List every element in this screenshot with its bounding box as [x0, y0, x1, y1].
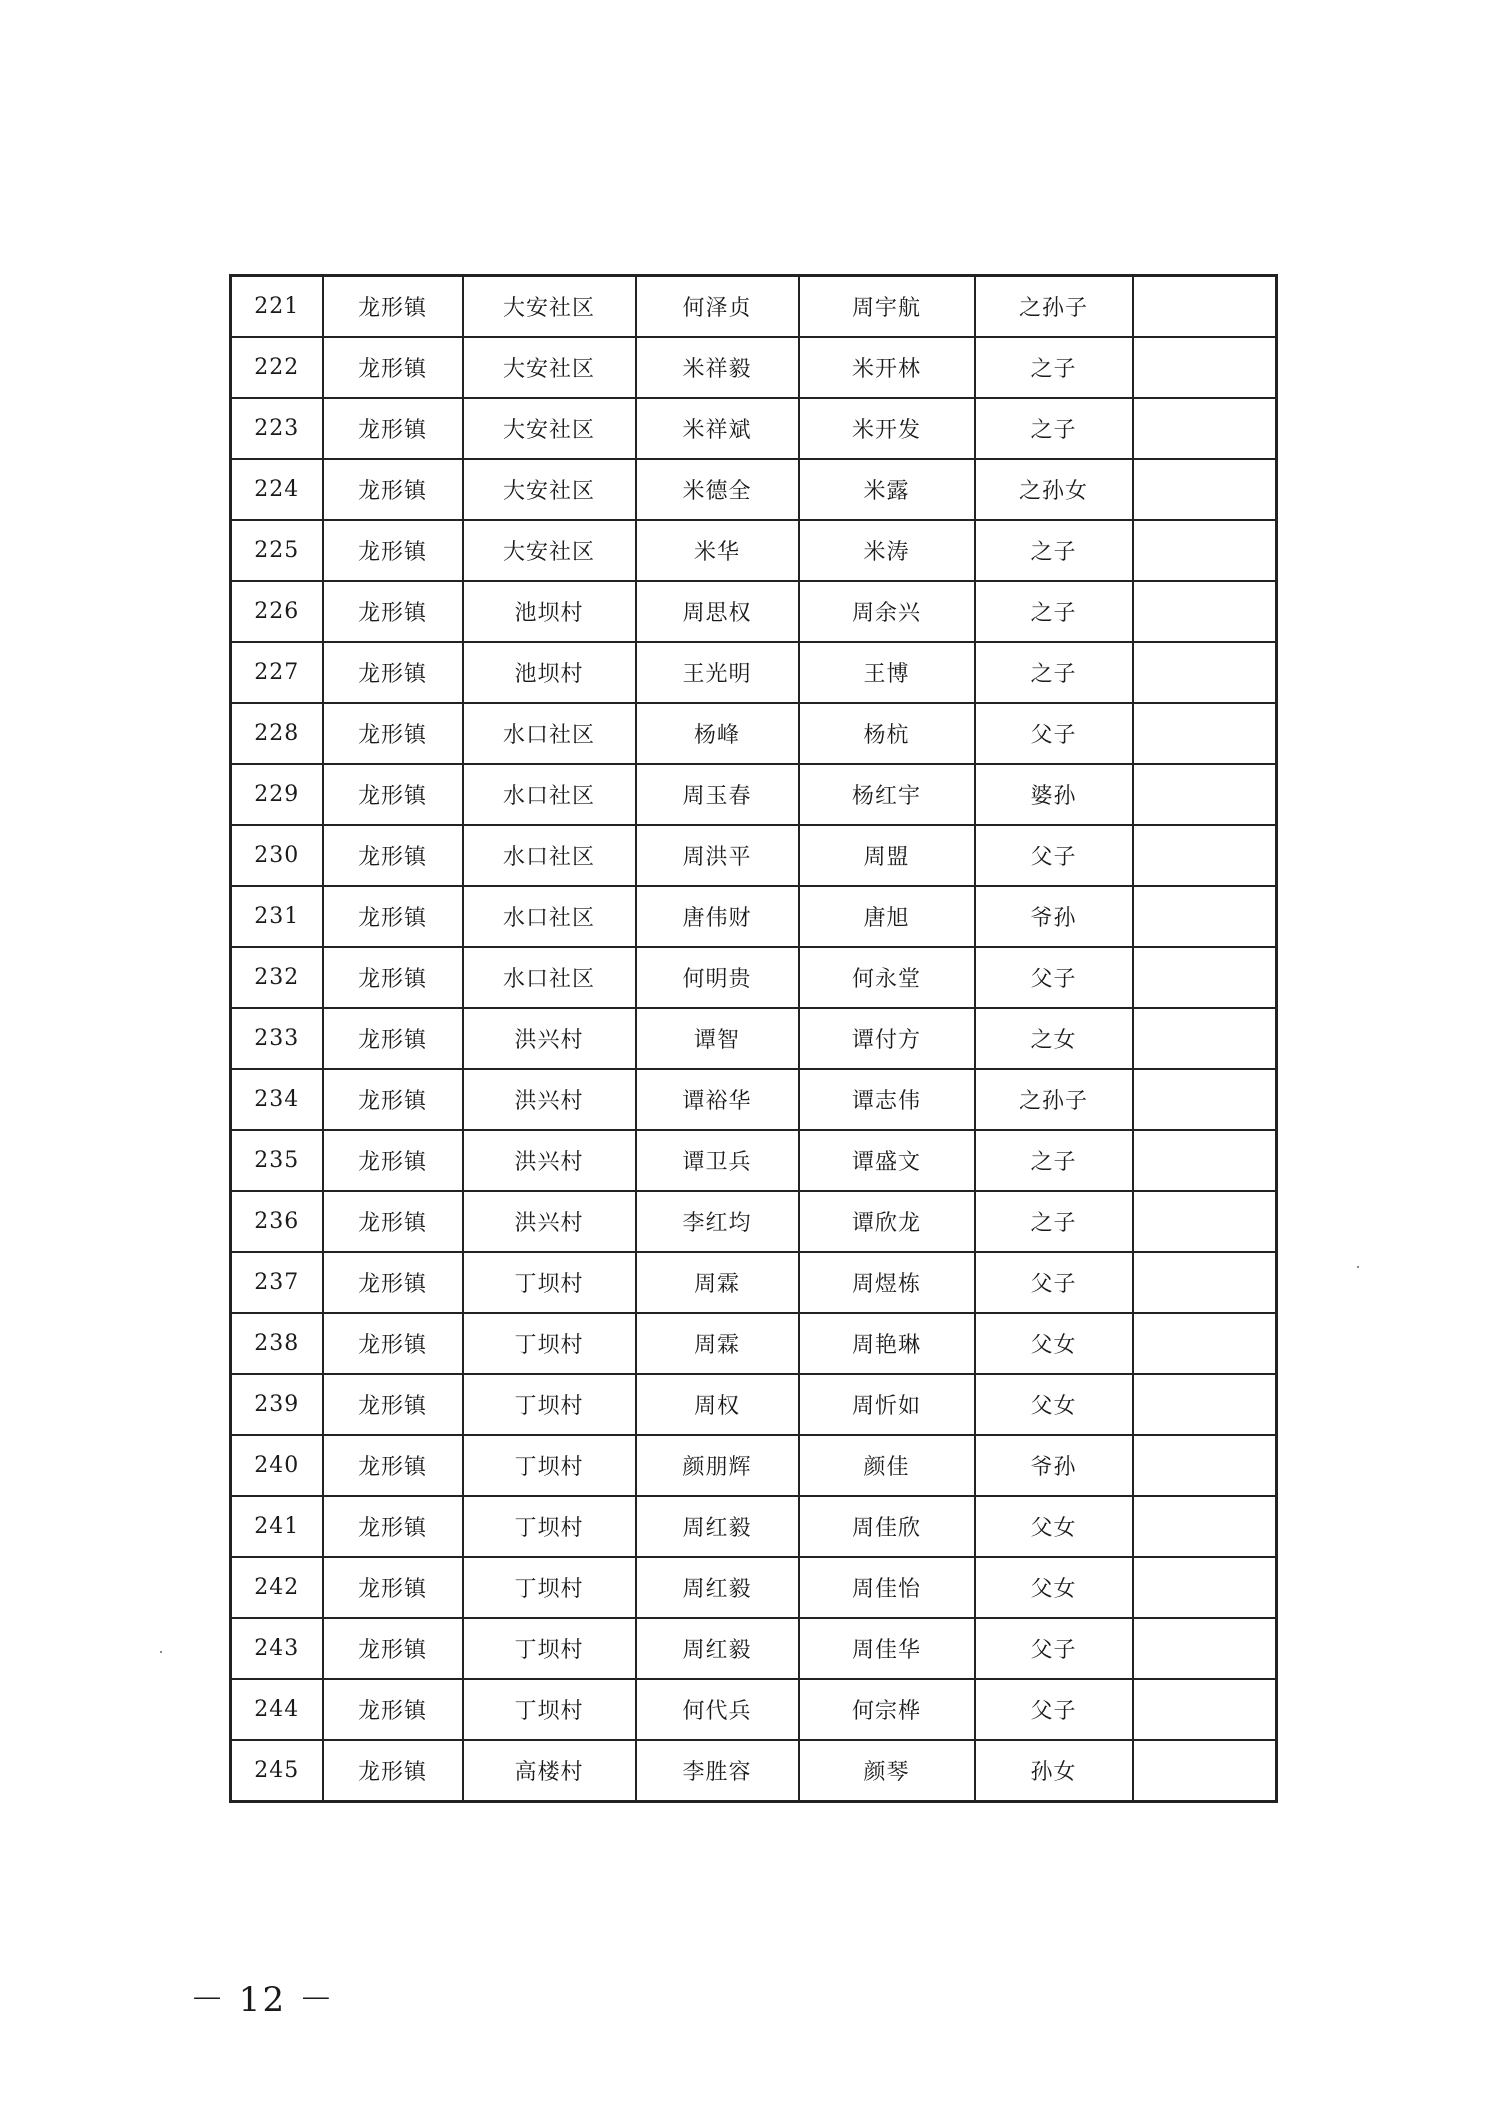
cell-town: 龙形镇 — [323, 1130, 463, 1191]
cell-town: 龙形镇 — [323, 459, 463, 520]
cell-number: 226 — [231, 581, 323, 642]
cell-note — [1133, 1679, 1277, 1740]
cell-note — [1133, 1435, 1277, 1496]
cell-number: 221 — [231, 276, 323, 338]
cell-related-name: 周盟 — [799, 825, 975, 886]
table-row — [231, 642, 1277, 703]
cell-note — [1133, 276, 1277, 338]
cell-note — [1133, 459, 1277, 520]
table-row — [231, 581, 1277, 642]
cell-relation: 父子 — [975, 825, 1133, 886]
table-row — [231, 1374, 1277, 1435]
cell-village: 丁坝村 — [463, 1435, 636, 1496]
cell-name: 米祥斌 — [636, 398, 799, 459]
cell-village: 丁坝村 — [463, 1252, 636, 1313]
cell-number: 232 — [231, 947, 323, 1008]
cell-related-name: 谭付方 — [799, 1008, 975, 1069]
table-row — [231, 825, 1277, 886]
cell-town: 龙形镇 — [323, 703, 463, 764]
cell-town: 龙形镇 — [323, 1374, 463, 1435]
cell-relation: 父子 — [975, 947, 1133, 1008]
cell-village: 大安社区 — [463, 459, 636, 520]
cell-note — [1133, 1740, 1277, 1802]
cell-name: 唐伟财 — [636, 886, 799, 947]
cell-relation: 父女 — [975, 1557, 1133, 1618]
cell-note — [1133, 947, 1277, 1008]
cell-name: 李红均 — [636, 1191, 799, 1252]
cell-note — [1133, 764, 1277, 825]
cell-name: 何明贵 — [636, 947, 799, 1008]
cell-note — [1133, 1496, 1277, 1557]
cell-note — [1133, 398, 1277, 459]
cell-town: 龙形镇 — [323, 764, 463, 825]
cell-name: 周霖 — [636, 1313, 799, 1374]
cell-village: 水口社区 — [463, 886, 636, 947]
cell-note — [1133, 1130, 1277, 1191]
table-row — [231, 1435, 1277, 1496]
table-row — [231, 459, 1277, 520]
cell-number: 245 — [231, 1740, 323, 1802]
table-row — [231, 1252, 1277, 1313]
cell-name: 谭卫兵 — [636, 1130, 799, 1191]
cell-note — [1133, 1069, 1277, 1130]
cell-number: 241 — [231, 1496, 323, 1557]
cell-number: 234 — [231, 1069, 323, 1130]
cell-relation: 之孙子 — [975, 276, 1133, 338]
table-row — [231, 1557, 1277, 1618]
cell-related-name: 周佳怡 — [799, 1557, 975, 1618]
cell-number: 225 — [231, 520, 323, 581]
cell-number: 244 — [231, 1679, 323, 1740]
table-row — [231, 1313, 1277, 1374]
cell-related-name: 杨红宇 — [799, 764, 975, 825]
table-row — [231, 1740, 1277, 1802]
cell-name: 米华 — [636, 520, 799, 581]
cell-relation: 父子 — [975, 1618, 1133, 1679]
cell-related-name: 何永堂 — [799, 947, 975, 1008]
cell-number: 227 — [231, 642, 323, 703]
cell-related-name: 周忻如 — [799, 1374, 975, 1435]
cell-village: 丁坝村 — [463, 1618, 636, 1679]
cell-town: 龙形镇 — [323, 1557, 463, 1618]
cell-town: 龙形镇 — [323, 520, 463, 581]
cell-related-name: 周佳欣 — [799, 1496, 975, 1557]
cell-relation: 之孙子 — [975, 1069, 1133, 1130]
cell-related-name: 周佳华 — [799, 1618, 975, 1679]
table-row — [231, 276, 1277, 338]
cell-number: 231 — [231, 886, 323, 947]
cell-number: 222 — [231, 337, 323, 398]
cell-note — [1133, 581, 1277, 642]
cell-name: 周红毅 — [636, 1557, 799, 1618]
cell-relation: 之子 — [975, 1191, 1133, 1252]
cell-relation: 父女 — [975, 1496, 1133, 1557]
roster-body — [231, 276, 1277, 1802]
cell-number: 235 — [231, 1130, 323, 1191]
cell-village: 水口社区 — [463, 764, 636, 825]
cell-village: 洪兴村 — [463, 1191, 636, 1252]
cell-town: 龙形镇 — [323, 886, 463, 947]
cell-village: 大安社区 — [463, 520, 636, 581]
cell-town: 龙形镇 — [323, 1679, 463, 1740]
table-row — [231, 1130, 1277, 1191]
cell-name: 杨峰 — [636, 703, 799, 764]
cell-town: 龙形镇 — [323, 1069, 463, 1130]
table-row — [231, 1069, 1277, 1130]
cell-village: 大安社区 — [463, 398, 636, 459]
cell-relation: 之子 — [975, 398, 1133, 459]
cell-number: 240 — [231, 1435, 323, 1496]
cell-town: 龙形镇 — [323, 276, 463, 338]
table-row — [231, 1008, 1277, 1069]
cell-relation: 父子 — [975, 703, 1133, 764]
cell-note — [1133, 825, 1277, 886]
page-number: － 12 － — [190, 1980, 335, 2020]
cell-village: 大安社区 — [463, 337, 636, 398]
cell-note — [1133, 1618, 1277, 1679]
cell-relation: 婆孙 — [975, 764, 1133, 825]
cell-note — [1133, 1191, 1277, 1252]
cell-name: 李胜容 — [636, 1740, 799, 1802]
cell-town: 龙形镇 — [323, 1496, 463, 1557]
cell-town: 龙形镇 — [323, 1191, 463, 1252]
cell-town: 龙形镇 — [323, 947, 463, 1008]
cell-relation: 之子 — [975, 1130, 1133, 1191]
cell-relation: 爷孙 — [975, 1435, 1133, 1496]
cell-name: 米德全 — [636, 459, 799, 520]
table-row — [231, 764, 1277, 825]
cell-town: 龙形镇 — [323, 398, 463, 459]
table-row — [231, 886, 1277, 947]
cell-related-name: 唐旭 — [799, 886, 975, 947]
cell-town: 龙形镇 — [323, 1008, 463, 1069]
cell-number: 243 — [231, 1618, 323, 1679]
cell-name: 周霖 — [636, 1252, 799, 1313]
cell-note — [1133, 703, 1277, 764]
cell-note — [1133, 1008, 1277, 1069]
cell-village: 洪兴村 — [463, 1008, 636, 1069]
cell-related-name: 谭盛文 — [799, 1130, 975, 1191]
cell-town: 龙形镇 — [323, 1435, 463, 1496]
cell-relation: 之子 — [975, 520, 1133, 581]
cell-village: 大安社区 — [463, 276, 636, 338]
cell-number: 239 — [231, 1374, 323, 1435]
cell-town: 龙形镇 — [323, 1618, 463, 1679]
cell-related-name: 谭欣龙 — [799, 1191, 975, 1252]
cell-name: 何泽贞 — [636, 276, 799, 338]
cell-note — [1133, 337, 1277, 398]
cell-name: 谭智 — [636, 1008, 799, 1069]
cell-village: 丁坝村 — [463, 1313, 636, 1374]
cell-relation: 父女 — [975, 1313, 1133, 1374]
cell-number: 238 — [231, 1313, 323, 1374]
cell-number: 229 — [231, 764, 323, 825]
cell-name: 何代兵 — [636, 1679, 799, 1740]
cell-relation: 之子 — [975, 337, 1133, 398]
cell-village: 水口社区 — [463, 703, 636, 764]
cell-name: 周红毅 — [636, 1496, 799, 1557]
cell-village: 丁坝村 — [463, 1374, 636, 1435]
table-row — [231, 520, 1277, 581]
cell-name: 米祥毅 — [636, 337, 799, 398]
cell-related-name: 周艳琳 — [799, 1313, 975, 1374]
cell-village: 池坝村 — [463, 581, 636, 642]
cell-village: 丁坝村 — [463, 1679, 636, 1740]
cell-note — [1133, 1252, 1277, 1313]
cell-number: 237 — [231, 1252, 323, 1313]
table-row — [231, 398, 1277, 459]
cell-number: 224 — [231, 459, 323, 520]
cell-town: 龙形镇 — [323, 1252, 463, 1313]
cell-relation: 父女 — [975, 1374, 1133, 1435]
cell-note — [1133, 886, 1277, 947]
cell-related-name: 何宗桦 — [799, 1679, 975, 1740]
cell-village: 丁坝村 — [463, 1496, 636, 1557]
table-row — [231, 703, 1277, 764]
cell-relation: 之子 — [975, 581, 1133, 642]
cell-town: 龙形镇 — [323, 1313, 463, 1374]
cell-town: 龙形镇 — [323, 825, 463, 886]
cell-village: 洪兴村 — [463, 1130, 636, 1191]
cell-name: 谭裕华 — [636, 1069, 799, 1130]
cell-relation: 孙女 — [975, 1740, 1133, 1802]
cell-note — [1133, 520, 1277, 581]
table-row — [231, 337, 1277, 398]
roster-table — [229, 274, 1278, 1803]
cell-village: 洪兴村 — [463, 1069, 636, 1130]
cell-village: 水口社区 — [463, 825, 636, 886]
cell-relation: 父子 — [975, 1679, 1133, 1740]
cell-village: 丁坝村 — [463, 1557, 636, 1618]
cell-town: 龙形镇 — [323, 642, 463, 703]
cell-related-name: 米露 — [799, 459, 975, 520]
scan-speck — [1357, 1266, 1359, 1268]
cell-name: 颜朋辉 — [636, 1435, 799, 1496]
cell-number: 236 — [231, 1191, 323, 1252]
cell-related-name: 王博 — [799, 642, 975, 703]
cell-town: 龙形镇 — [323, 1740, 463, 1802]
cell-related-name: 米涛 — [799, 520, 975, 581]
cell-number: 242 — [231, 1557, 323, 1618]
cell-number: 228 — [231, 703, 323, 764]
cell-note — [1133, 1313, 1277, 1374]
cell-name: 王光明 — [636, 642, 799, 703]
cell-name: 周玉春 — [636, 764, 799, 825]
table-row — [231, 1679, 1277, 1740]
cell-related-name: 米开林 — [799, 337, 975, 398]
cell-related-name: 周宇航 — [799, 276, 975, 338]
cell-town: 龙形镇 — [323, 581, 463, 642]
table-row — [231, 1618, 1277, 1679]
cell-village: 高楼村 — [463, 1740, 636, 1802]
cell-village: 水口社区 — [463, 947, 636, 1008]
cell-related-name: 米开发 — [799, 398, 975, 459]
cell-relation: 爷孙 — [975, 886, 1133, 947]
cell-related-name: 周煜栋 — [799, 1252, 975, 1313]
table-row — [231, 1191, 1277, 1252]
cell-note — [1133, 642, 1277, 703]
cell-number: 223 — [231, 398, 323, 459]
cell-town: 龙形镇 — [323, 337, 463, 398]
cell-related-name: 颜佳 — [799, 1435, 975, 1496]
cell-related-name: 周余兴 — [799, 581, 975, 642]
cell-relation: 之子 — [975, 642, 1133, 703]
scan-speck — [160, 1651, 162, 1653]
cell-relation: 父子 — [975, 1252, 1133, 1313]
cell-village: 池坝村 — [463, 642, 636, 703]
cell-related-name: 颜琴 — [799, 1740, 975, 1802]
table-row — [231, 1496, 1277, 1557]
cell-number: 230 — [231, 825, 323, 886]
cell-name: 周洪平 — [636, 825, 799, 886]
cell-relation: 之女 — [975, 1008, 1133, 1069]
table-row — [231, 947, 1277, 1008]
cell-number: 233 — [231, 1008, 323, 1069]
cell-name: 周思权 — [636, 581, 799, 642]
cell-related-name: 谭志伟 — [799, 1069, 975, 1130]
cell-name: 周红毅 — [636, 1618, 799, 1679]
cell-related-name: 杨杭 — [799, 703, 975, 764]
cell-note — [1133, 1557, 1277, 1618]
cell-relation: 之孙女 — [975, 459, 1133, 520]
cell-name: 周权 — [636, 1374, 799, 1435]
cell-note — [1133, 1374, 1277, 1435]
